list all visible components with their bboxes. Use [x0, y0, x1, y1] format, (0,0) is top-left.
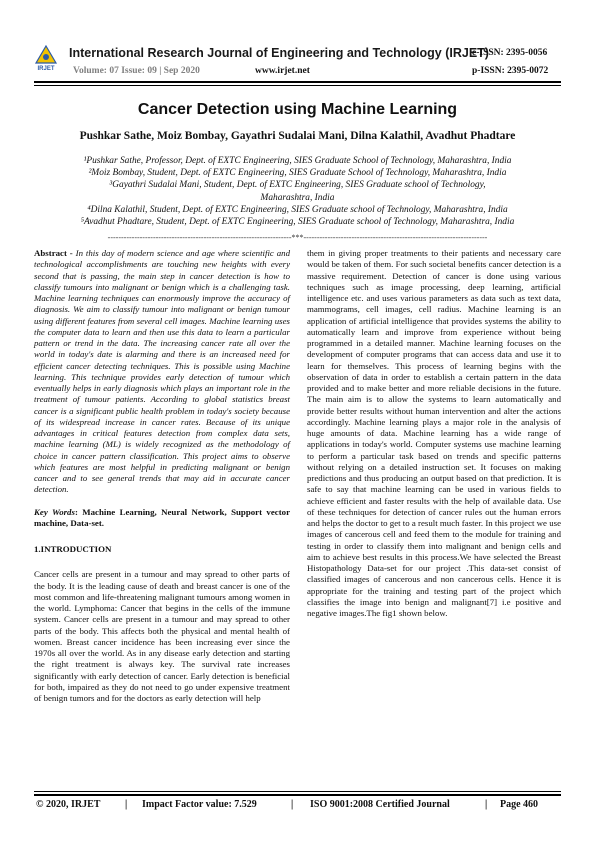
footer-divider: | — [125, 799, 128, 810]
affiliation-line: ²Moiz Bombay, Student, Dept. of EXTC Engineering, SIES Graduate School of Technology, Maharashtra, India — [88, 168, 507, 179]
affiliations — [34, 155, 561, 228]
author-list: Pushkar Sathe, Moiz Bombay, Gayathri Sudalai Mani, Dilna Kalathil, Avadhut Phadtare — [79, 130, 516, 142]
irjet-logo — [34, 45, 58, 71]
intro-paragraph-continued: them in giving proper treatments to their patients and necessary care would be taken of them. For such societal benefits cancer detection is a massive requirement. Detection of cancer is done using various techniques such as image processing, deep learning, artificial intelligence etc. and uses various parameters as data such as text data, mammograms, cell images, cell radius. Machine learning is an application of artificial intelligence that provides systems the ability to automatically learn and improve from experience without being programmed in a detailed manner. Machine learning focuses on the development of computer programs that can access data and use it to learn for themselves. This process of learning begins with the observation of data in order to establish a certain pattern in the data provided and to make better and more reliable decisions in the future. The main aim is to allow the systems to learn automatically and provide better results without human intervention and alter the actions accordingly. Machine learning plays a major role in the analysis of huge amounts of data. Machine learning has a wide range of applications in today's world. Computer systems use machine learning to perform a particular task based on trends and specific patterns without relying on a detailed instruction set. It focuses on making predictions and thus producing an output based on that prediction. It is safe to say that machine learning can be used in various fields to achieve efficient and faster results with the help of available data. Use of these techniques for detection of cancer rules out the human errors and helps the doctor to get to a result much faster. In this project we use images of cancerous cell and feed them to the module for training and testing in order to classify them into malignant and benign cells and aim to achieve best results in this process.We have selected the Breast Histopathology Data-set for our project .This data-set consist of classified images of cancerous and non cancerous cells. Hence it is appropriate for the training and testing part of the project which classifies the image into benign and malignant[7] i.e positive and negative images.The fig1 shown below. — [307, 248, 561, 618]
journal-title: International Research Journal of Engineering and Technology (IRJET) — [69, 46, 489, 60]
affiliation-line: ⁴Dilna Kalathil, Student, Dept. of EXTC Engineering, SIES Graduate school of Technology, Maharashtra, India — [87, 204, 508, 215]
footer-iso: ISO 9001:2008 Certified Journal — [310, 799, 450, 810]
section-heading: 1.INTRODUCTION — [34, 544, 112, 554]
abstract-label: Abstract - — [34, 248, 73, 258]
e-issn: e-ISSN: 2395-0056 — [472, 48, 548, 58]
logo-text: IRJET — [37, 66, 55, 71]
abstract — [34, 248, 290, 496]
affiliation-line: ³Gayathri Sudalai Mani, Student, Dept. of EXTC Engineering, SIES Graduate school of Technology, — [109, 180, 486, 191]
affiliation-line: ¹Pushkar Sathe, Professor, Dept. of EXTC Engineering, SIES Graduate School of Technology, Maharashtra, India — [83, 156, 512, 166]
right-column — [307, 248, 561, 619]
footer-divider: | — [291, 799, 294, 810]
footer-page-number: Page 460 — [500, 799, 539, 810]
keywords-label: Key Words — [34, 506, 75, 517]
header-rule-thin — [34, 85, 561, 86]
footer-rule — [34, 794, 561, 796]
p-issn: p-ISSN: 2395-0072 — [472, 66, 549, 76]
affiliation-line: ⁵Avadhut Phadtare, Student, Dept. of EXTC Engineering, SIES Graduate school of Technology, Maharashtra, India — [80, 217, 515, 228]
intro-paragraph: Cancer cells are present in a tumour and may spread to other parts of the body. It is the leading cause of death and breast cancer is one of the most common and life-threatening malignant tumours among women in the world. Lymphoma: Cancer that begins in the cells of the immune system. Cancer cells are present in a tumour and may spread to other parts of the body. This affects both the physical and mental health of women. Breast cancer incidence has been increasing ever since the 1970s all over the world. As in any disease early detection and starting the right treatment is always key. The survival rate increases significantly with early detection of cancer. Early detection is beneficial for both, impaired as they do not need to go under expensive treatment of benign tumors and for the doctors as early detection will help — [34, 569, 290, 703]
section-separator: ---------------------------------------------------------------------***--------------------------------------------------------------------- — [107, 234, 488, 242]
volume-issue: Volume: 07 Issue: 09 | Sep 2020 — [73, 66, 200, 76]
footer-copyright: © 2020, IRJET — [36, 799, 101, 810]
journal-website: www.irjet.net — [255, 66, 310, 76]
footer-impact-factor: Impact Factor value: 7.529 — [142, 799, 257, 810]
keywords-text: : Machine Learning, Neural Network, Support vector machine, Data-set. — [34, 506, 290, 528]
footer-divider: | — [485, 799, 488, 810]
left-column — [34, 248, 290, 704]
header-rule — [34, 81, 561, 83]
affiliation-line: Maharashtra, India — [260, 192, 335, 203]
paper-title: Cancer Detection using Machine Learning — [137, 101, 458, 118]
abstract-text: In this day of modern science and age where scientific and technological accomplishments are touching new heights with every second that is passing, the main step in cancer detection is how to classify tumours into malignant or benign which is a challenging task. Machine learning techniques can enormously improve the accuracy of diagnosis. We aim to classify tumour into malignant or benign tumour using different features from several cell images. Machine learning uses the computer data to learn and then use this data to learn a particular pattern or trend in the data. The increasing cancer rate all over the world in today's date is alarming and there is an increased need for efficient cancer detecting techniques. This is possible using Machine learning. This technique provides early detection of tumour which eventually helps in early diagnosis which plays an important role in the treatment of tumour patients. According to global statistics breast cancer is a significant public health problem in today's society because of its widespread increase in cancer rates. Because of its unique advantages in critical features detection from complex data sets, machine learning (ML) is widely recognized as the methodology of choice in cancer pattern classification. This project aims to observe which features are most helpful in predicting malignant or benign cancer and to see general trends that may aid in accurate cancer detection. — [34, 248, 290, 495]
keywords — [34, 507, 290, 530]
footer-rule-thin — [34, 791, 561, 792]
